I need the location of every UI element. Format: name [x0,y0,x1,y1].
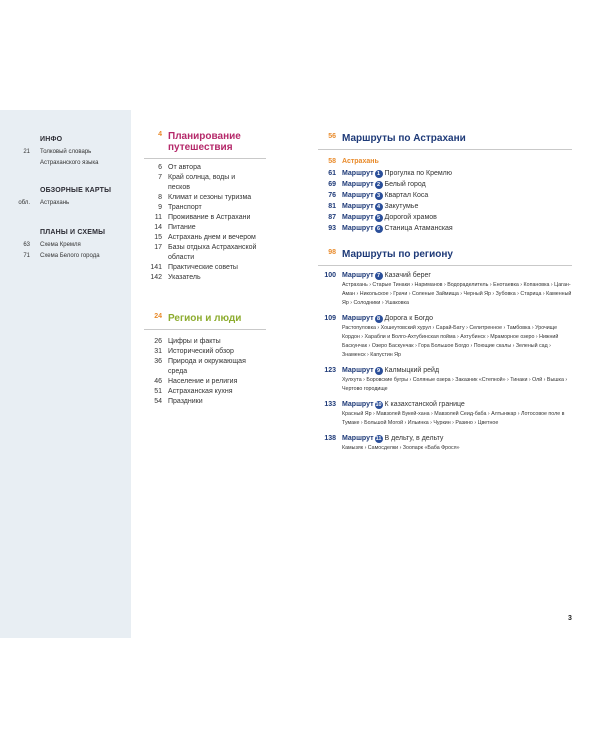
row-title: Население и религия [168,378,238,385]
route-number-badge: 10 [375,402,382,408]
toc-row[interactable] [144,193,266,203]
route-name: Белый город [384,181,426,188]
item-page: 63 [23,242,30,248]
astrakhan-routes-title: Маршруты по Астрахани [342,133,466,144]
route-item[interactable] [318,270,572,308]
route-number-badge: 8 [375,315,383,323]
toc-row[interactable] [144,357,266,377]
sidebar-info-section [0,136,131,169]
astrakhan-routes-page: 56 [328,133,336,140]
route-item[interactable] [318,399,572,428]
route-name: Закутумье [384,203,419,210]
sidebar-info-title: ИНФО [40,136,63,143]
route-item[interactable] [318,433,572,453]
route-name: Станица Атаманская [384,225,453,232]
toc-row[interactable] [144,203,266,213]
route-name: Казачий берег [384,272,431,279]
row-page: 14 [154,224,162,231]
route-page: 133 [324,401,336,408]
region-header[interactable] [144,313,266,324]
row-title: Край солнца, воды и песков [168,174,236,191]
row-title: Климат и сезоны туризма [168,194,252,201]
route-number-badge: 11 [375,436,382,442]
route-label: Маршрут [342,214,374,221]
route-page: 61 [328,170,336,177]
row-title: Указатель [168,274,201,281]
row-page: 141 [150,264,162,271]
toc-row[interactable] [144,377,266,387]
route-item[interactable] [318,190,572,201]
row-title: Питание [168,224,196,231]
route-number-badge: 1 [375,170,383,178]
row-page: 6 [158,164,162,171]
planning-title: Планирование путешествия [168,131,241,153]
route-name: Калмыцкий рейд [384,367,440,374]
sidebar-maps-title: ОБЗОРНЫЕ КАРТЫ [40,187,112,194]
route-label: Маршрут [342,367,374,374]
route-page: 69 [328,181,336,188]
sidebar-info-item[interactable] [0,147,131,169]
subheader-title: Астрахань [342,158,379,165]
astrakhan-routes-section [318,133,572,234]
route-number-badge: 2 [375,181,383,189]
row-page: 9 [158,204,162,211]
toc-row[interactable] [144,213,266,223]
region-routes-header[interactable] [318,249,572,260]
item-title: Схема Белого города [40,253,100,259]
route-item[interactable] [318,313,572,360]
sidebar-maps-item[interactable] [0,198,131,209]
planning-list [144,163,266,283]
toc-row[interactable] [144,223,266,233]
toc-row[interactable] [144,163,266,173]
toc-row[interactable] [144,263,266,273]
row-page: 51 [154,388,162,395]
region-page: 24 [154,313,162,320]
route-name: Квартал Коса [384,192,429,199]
sidebar-plans-title: ПЛАНЫ И СХЕМЫ [40,229,106,236]
route-label: Маршрут [342,192,374,199]
row-title: Цифры и факты [168,338,221,345]
route-page: 87 [328,214,336,221]
row-title: Праздники [168,398,203,405]
row-title: Природа и окружающая среда [168,358,246,375]
toc-row[interactable] [144,337,266,347]
route-name: Прогулка по Кремлю [384,170,453,177]
route-label: Маршрут [342,272,374,279]
route-name: В дельту, в дельту [384,435,444,442]
route-name: Дорога к Богдо [384,315,433,322]
sidebar-plans-item[interactable] [0,251,131,262]
region-section [144,313,266,407]
page-number: 3 [568,615,572,622]
route-number-badge: 5 [375,214,383,222]
route-item[interactable] [318,223,572,234]
row-title: Базы отдыха Астраханской области [168,244,257,261]
toc-row[interactable] [144,347,266,357]
route-number-badge: 3 [375,192,383,200]
row-page: 26 [154,338,162,345]
route-stops: Хулхута › Боровские бугры › Соляные озера › Заказник «Степной» › Тинаки › Олй › Вышка › Чертово городище [342,377,568,392]
route-label: Маршрут [342,435,374,442]
sidebar-plans-section [0,229,131,262]
route-label: Маршрут [342,401,374,408]
item-title: Астрахань [40,200,70,206]
toc-row[interactable] [144,173,266,193]
route-item[interactable] [318,179,572,190]
row-page: 15 [154,234,162,241]
route-page: 93 [328,225,336,232]
astrakhan-route-list [318,168,572,234]
route-page: 76 [328,192,336,199]
planning-header[interactable] [144,131,266,153]
route-label: Маршрут [342,203,374,210]
item-page: 21 [23,149,30,155]
row-title: Исторический обзор [168,348,234,355]
route-number-badge: 9 [375,367,383,375]
toc-row[interactable] [144,273,266,283]
region-list [144,337,266,407]
route-item[interactable] [318,201,572,212]
planning-section [144,131,266,283]
row-page: 46 [154,378,162,385]
route-page: 100 [324,272,336,279]
row-page: 142 [150,274,162,281]
route-label: Маршрут [342,170,374,177]
route-page: 81 [328,203,336,210]
item-page: обл. [18,200,30,206]
row-title: Астрахань днем и вечером [168,234,256,241]
row-page: 11 [154,214,162,221]
route-item[interactable] [318,212,572,223]
region-routes-page: 98 [328,249,336,256]
sidebar-maps-section [0,187,131,209]
astrakhan-subheader[interactable] [318,156,572,167]
row-page: 17 [154,244,162,251]
row-page: 36 [154,358,162,365]
route-item[interactable] [318,168,572,179]
route-page: 109 [324,315,336,322]
route-page: 138 [324,435,336,442]
region-route-list [318,270,572,453]
route-number-badge: 6 [375,225,383,233]
toc-row[interactable] [144,233,266,243]
row-page: 31 [154,348,162,355]
route-stops: Растопуловка › Хошеутовский хурул › Сарай-Бату › Селитренное › Тамбовка › Урочище Кордон › Харабли и Волго-Ахтубинская пойма › Ахтубинск › Мраморное озеро › Нижний Баскунчак › Озеро Баскунчак › Гора Большое Богдо › Поющие скалы › Зеленый сад › Знаменск › Капустин Яр [342,325,559,358]
route-number-badge: 7 [375,272,383,280]
toc-row[interactable] [144,397,266,407]
route-name: К казахстанской границе [384,401,465,408]
row-title: Транспорт [168,204,202,211]
route-label: Маршрут [342,225,374,232]
row-page: 54 [154,398,162,405]
route-number-badge: 4 [375,203,383,211]
route-stops: Красный Яр › Мавзолей Букей-хана › Мавзолей Сеид-баба › Алтынжар › Лотосовое поле в Тумаке › Большой Могой › Ильинка › Чуркин › Разино › Цветное [342,411,565,426]
astrakhan-routes-header[interactable] [318,133,572,144]
item-title: Толковый словарь Астраханского языка [40,149,99,166]
route-stops: Камызяк › Самосделки › Зоопарк «Баба Фрося» [342,445,460,451]
route-stops: Астрахань › Старые Тинаки › Нариманов › Водораделитель › Енотаевка › Копановка › Цаган-Аман › Никольское › Грачи › Соленые Займища › Черный Яр › Зубовка › Старица › Каменный Яр › Солодники › Ушаковка [342,282,572,306]
region-routes-title: Маршруты по региону [342,249,453,260]
route-label: Маршрут [342,181,374,188]
row-title: От автора [168,164,201,171]
item-page: 71 [23,253,30,259]
toc-row[interactable] [144,243,266,263]
sidebar-plans-item[interactable] [0,240,131,251]
planning-page: 4 [158,131,162,138]
route-label: Маршрут [342,315,374,322]
item-title: Схема Кремля [40,242,81,248]
row-title: Проживание в Астрахани [168,214,251,221]
toc-row[interactable] [144,387,266,397]
row-title: Практические советы [168,264,238,271]
route-item[interactable] [318,365,572,394]
row-title: Астраханская кухня [168,388,233,395]
row-page: 8 [158,194,162,201]
route-page: 123 [324,367,336,374]
row-page: 7 [158,174,162,181]
subheader-page: 58 [328,158,336,165]
region-routes-section [318,249,572,453]
region-title: Регион и люди [168,313,242,324]
route-name: Дорогой храмов [384,214,437,221]
